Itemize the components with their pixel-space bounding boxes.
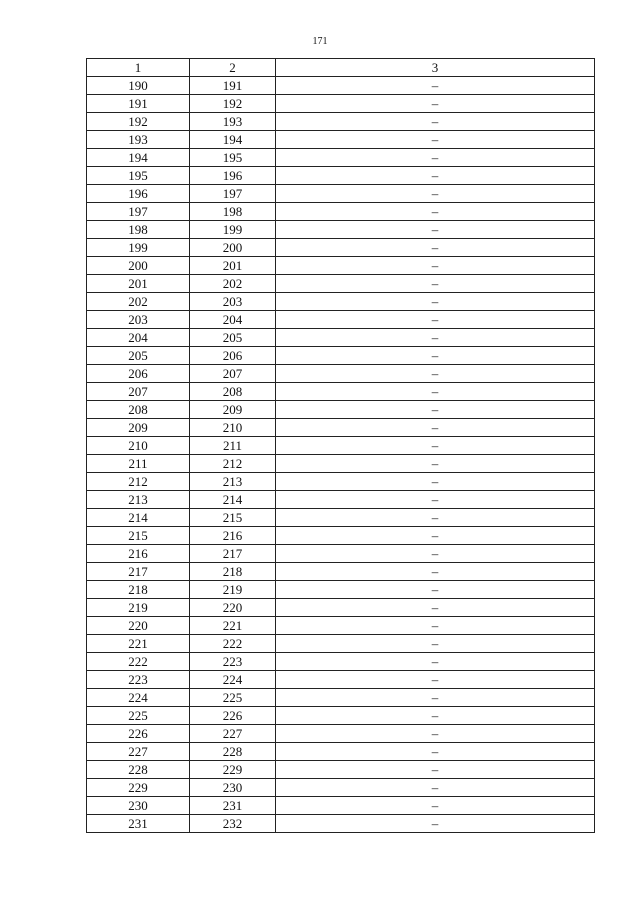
cell-col-2: 191 — [190, 77, 276, 95]
cell-col-2: 215 — [190, 509, 276, 527]
cell-col-3: – — [276, 743, 595, 761]
data-table — [86, 58, 595, 833]
table-row — [87, 761, 595, 779]
table-row — [87, 599, 595, 617]
cell-col-2: 203 — [190, 293, 276, 311]
cell-col-3: – — [276, 527, 595, 545]
table-row — [87, 581, 595, 599]
cell-col-2: 227 — [190, 725, 276, 743]
cell-col-2: 201 — [190, 257, 276, 275]
cell-col-2: 204 — [190, 311, 276, 329]
cell-col-3: – — [276, 257, 595, 275]
cell-col-2: 229 — [190, 761, 276, 779]
cell-col-1: 190 — [87, 77, 190, 95]
column-header-1: 1 — [87, 59, 190, 77]
table-row — [87, 653, 595, 671]
table-row — [87, 185, 595, 203]
table-row — [87, 815, 595, 833]
cell-col-2: 217 — [190, 545, 276, 563]
cell-col-1: 195 — [87, 167, 190, 185]
cell-col-1: 202 — [87, 293, 190, 311]
cell-col-2: 209 — [190, 401, 276, 419]
cell-col-1: 224 — [87, 689, 190, 707]
cell-col-3: – — [276, 671, 595, 689]
cell-col-3: – — [276, 347, 595, 365]
table-row — [87, 167, 595, 185]
cell-col-1: 193 — [87, 131, 190, 149]
cell-col-2: 197 — [190, 185, 276, 203]
table-row — [87, 527, 595, 545]
table-row — [87, 455, 595, 473]
cell-col-1: 210 — [87, 437, 190, 455]
cell-col-3: – — [276, 599, 595, 617]
cell-col-1: 225 — [87, 707, 190, 725]
table-row — [87, 779, 595, 797]
table-row — [87, 437, 595, 455]
cell-col-3: – — [276, 491, 595, 509]
cell-col-1: 203 — [87, 311, 190, 329]
table-row — [87, 383, 595, 401]
cell-col-3: – — [276, 689, 595, 707]
cell-col-2: 195 — [190, 149, 276, 167]
table-row — [87, 257, 595, 275]
cell-col-1: 215 — [87, 527, 190, 545]
table-row — [87, 347, 595, 365]
table-row — [87, 203, 595, 221]
column-header-3: 3 — [276, 59, 595, 77]
cell-col-1: 222 — [87, 653, 190, 671]
cell-col-3: – — [276, 293, 595, 311]
cell-col-3: – — [276, 167, 595, 185]
cell-col-1: 207 — [87, 383, 190, 401]
cell-col-3: – — [276, 761, 595, 779]
cell-col-2: 220 — [190, 599, 276, 617]
cell-col-2: 198 — [190, 203, 276, 221]
cell-col-3: – — [276, 221, 595, 239]
cell-col-1: 209 — [87, 419, 190, 437]
table-header-row — [87, 59, 595, 77]
cell-col-3: – — [276, 365, 595, 383]
cell-col-3: – — [276, 149, 595, 167]
table-row — [87, 221, 595, 239]
cell-col-3: – — [276, 725, 595, 743]
cell-col-1: 206 — [87, 365, 190, 383]
cell-col-1: 221 — [87, 635, 190, 653]
cell-col-3: – — [276, 779, 595, 797]
cell-col-2: 192 — [190, 95, 276, 113]
cell-col-2: 205 — [190, 329, 276, 347]
cell-col-2: 212 — [190, 455, 276, 473]
cell-col-1: 200 — [87, 257, 190, 275]
cell-col-3: – — [276, 635, 595, 653]
cell-col-1: 226 — [87, 725, 190, 743]
cell-col-3: – — [276, 419, 595, 437]
cell-col-1: 217 — [87, 563, 190, 581]
cell-col-2: 207 — [190, 365, 276, 383]
table-row — [87, 131, 595, 149]
cell-col-2: 193 — [190, 113, 276, 131]
cell-col-1: 199 — [87, 239, 190, 257]
cell-col-1: 231 — [87, 815, 190, 833]
cell-col-2: 194 — [190, 131, 276, 149]
table-row — [87, 617, 595, 635]
cell-col-1: 208 — [87, 401, 190, 419]
cell-col-1: 227 — [87, 743, 190, 761]
cell-col-1: 220 — [87, 617, 190, 635]
table-row — [87, 419, 595, 437]
table-row — [87, 635, 595, 653]
cell-col-1: 223 — [87, 671, 190, 689]
cell-col-3: – — [276, 617, 595, 635]
cell-col-3: – — [276, 455, 595, 473]
table-body — [87, 77, 595, 833]
cell-col-3: – — [276, 545, 595, 563]
table-row — [87, 113, 595, 131]
cell-col-3: – — [276, 185, 595, 203]
cell-col-3: – — [276, 239, 595, 257]
cell-col-2: 231 — [190, 797, 276, 815]
cell-col-3: – — [276, 383, 595, 401]
table-row — [87, 671, 595, 689]
cell-col-3: – — [276, 113, 595, 131]
table-row — [87, 401, 595, 419]
cell-col-3: – — [276, 581, 595, 599]
table-row — [87, 743, 595, 761]
cell-col-2: 213 — [190, 473, 276, 491]
cell-col-3: – — [276, 311, 595, 329]
table-row — [87, 95, 595, 113]
cell-col-2: 222 — [190, 635, 276, 653]
cell-col-3: – — [276, 815, 595, 833]
table-row — [87, 365, 595, 383]
cell-col-2: 230 — [190, 779, 276, 797]
table-row — [87, 509, 595, 527]
cell-col-3: – — [276, 473, 595, 491]
cell-col-1: 211 — [87, 455, 190, 473]
cell-col-3: – — [276, 563, 595, 581]
cell-col-2: 210 — [190, 419, 276, 437]
cell-col-2: 208 — [190, 383, 276, 401]
cell-col-3: – — [276, 797, 595, 815]
cell-col-1: 219 — [87, 599, 190, 617]
page-number: 171 — [312, 36, 328, 47]
cell-col-2: 199 — [190, 221, 276, 239]
table-row — [87, 293, 595, 311]
table-row — [87, 311, 595, 329]
table-row — [87, 563, 595, 581]
cell-col-2: 206 — [190, 347, 276, 365]
table-row — [87, 545, 595, 563]
cell-col-2: 223 — [190, 653, 276, 671]
table-row — [87, 149, 595, 167]
cell-col-3: – — [276, 329, 595, 347]
cell-col-2: 202 — [190, 275, 276, 293]
cell-col-2: 211 — [190, 437, 276, 455]
cell-col-1: 228 — [87, 761, 190, 779]
cell-col-1: 212 — [87, 473, 190, 491]
cell-col-1: 230 — [87, 797, 190, 815]
cell-col-1: 204 — [87, 329, 190, 347]
cell-col-2: 225 — [190, 689, 276, 707]
table-row — [87, 689, 595, 707]
table-row — [87, 275, 595, 293]
cell-col-1: 205 — [87, 347, 190, 365]
cell-col-2: 224 — [190, 671, 276, 689]
cell-col-1: 194 — [87, 149, 190, 167]
table-row — [87, 329, 595, 347]
table-row — [87, 491, 595, 509]
cell-col-2: 228 — [190, 743, 276, 761]
cell-col-1: 192 — [87, 113, 190, 131]
cell-col-2: 221 — [190, 617, 276, 635]
cell-col-3: – — [276, 653, 595, 671]
cell-col-1: 196 — [87, 185, 190, 203]
table-row — [87, 725, 595, 743]
cell-col-3: – — [276, 509, 595, 527]
cell-col-2: 218 — [190, 563, 276, 581]
cell-col-1: 216 — [87, 545, 190, 563]
cell-col-2: 226 — [190, 707, 276, 725]
table-row — [87, 707, 595, 725]
cell-col-3: – — [276, 437, 595, 455]
table-row — [87, 473, 595, 491]
table-row — [87, 77, 595, 95]
cell-col-3: – — [276, 131, 595, 149]
table-row — [87, 239, 595, 257]
cell-col-3: – — [276, 401, 595, 419]
cell-col-2: 216 — [190, 527, 276, 545]
cell-col-3: – — [276, 77, 595, 95]
cell-col-1: 201 — [87, 275, 190, 293]
cell-col-2: 196 — [190, 167, 276, 185]
cell-col-1: 198 — [87, 221, 190, 239]
column-header-2: 2 — [190, 59, 276, 77]
cell-col-3: – — [276, 95, 595, 113]
cell-col-2: 214 — [190, 491, 276, 509]
cell-col-1: 191 — [87, 95, 190, 113]
cell-col-3: – — [276, 707, 595, 725]
cell-col-1: 229 — [87, 779, 190, 797]
cell-col-2: 200 — [190, 239, 276, 257]
cell-col-3: – — [276, 203, 595, 221]
table-row — [87, 797, 595, 815]
cell-col-1: 214 — [87, 509, 190, 527]
cell-col-1: 197 — [87, 203, 190, 221]
cell-col-2: 232 — [190, 815, 276, 833]
cell-col-1: 218 — [87, 581, 190, 599]
cell-col-3: – — [276, 275, 595, 293]
cell-col-1: 213 — [87, 491, 190, 509]
cell-col-2: 219 — [190, 581, 276, 599]
